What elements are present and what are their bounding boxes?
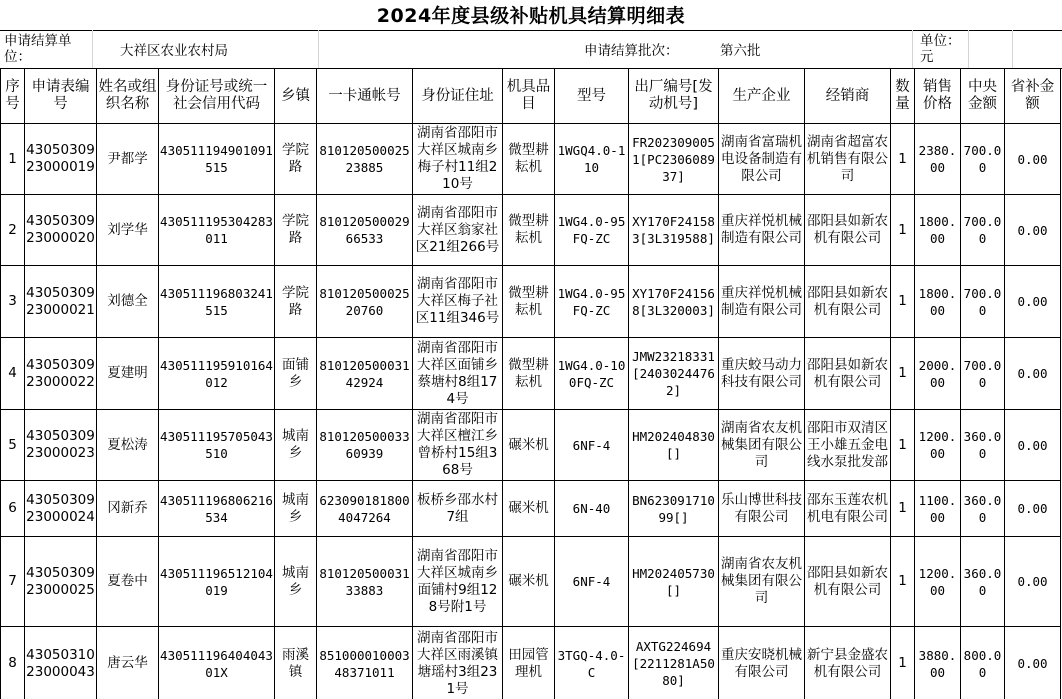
- id-number-cell: 430511196806216534: [159, 481, 275, 537]
- sale-price-cell: 1800.00: [915, 266, 961, 338]
- serial-no-cell: HM202405730[]: [629, 537, 719, 627]
- sheet-title: 2024年度县级补贴机具结算明细表: [376, 5, 686, 27]
- table-row: [1, 124, 1061, 195]
- manufacturer-cell: 湖南省农友机械集团有限公司: [719, 537, 805, 627]
- manufacturer-cell: 重庆蛟马动力科技有限公司: [719, 338, 805, 410]
- table-row: [1, 481, 1061, 537]
- card-account-cell: 81012050003133883: [317, 537, 413, 627]
- sale-price-cell: 2000.00: [915, 338, 961, 410]
- col-provincial-amount-header: 省补金额: [1005, 69, 1061, 124]
- central-amount-cell: 700.00: [961, 124, 1005, 195]
- central-amount-cell: 360.00: [961, 410, 1005, 481]
- dealer-cell: 邵阳县如新农机有限公司: [805, 338, 891, 410]
- card-account-cell: 81012050003360939: [317, 410, 413, 481]
- provincial-amount-cell: 0.00: [1005, 627, 1061, 699]
- address-cell: 湖南省邵阳市大祥区雨溪镇塘瑶村3组231号: [413, 627, 503, 699]
- application-no-cell: 4305030923000022: [25, 338, 97, 410]
- applicant-name-cell: 刘德全: [97, 266, 159, 338]
- sale-price-cell: 2380.00: [915, 124, 961, 195]
- quantity-cell: 1: [891, 124, 915, 195]
- machine-category-cell: 田园管理机: [503, 627, 555, 699]
- quantity-cell: 1: [891, 195, 915, 266]
- col-application-no-header: 申请表编号: [25, 69, 97, 124]
- quantity-cell: 1: [891, 410, 915, 481]
- dealer-cell: 邵阳县如新农机有限公司: [805, 195, 891, 266]
- application-no-cell: 4305030923000020: [25, 195, 97, 266]
- model-cell: 1WG4.0-95FQ-ZC: [555, 195, 629, 266]
- model-cell: 6NF-4: [555, 410, 629, 481]
- applicant-name-cell: 尹都学: [97, 124, 159, 195]
- model-cell: 1WGQ4.0-110: [555, 124, 629, 195]
- address-cell: 板桥乡邵水村7组: [413, 481, 503, 537]
- sale-price-cell: 1800.00: [915, 195, 961, 266]
- card-account-cell: 81012050002520760: [317, 266, 413, 338]
- provincial-amount-cell: 0.00: [1005, 537, 1061, 627]
- central-amount-cell: 360.00: [961, 481, 1005, 537]
- application-no-cell: 4305031023000043: [25, 627, 97, 699]
- provincial-amount-cell: 0.00: [1005, 410, 1061, 481]
- sale-price-cell: 1200.00: [915, 410, 961, 481]
- manufacturer-cell: 重庆安晓机械有限公司: [719, 627, 805, 699]
- applicant-name-cell: 唐云华: [97, 627, 159, 699]
- quantity-cell: 1: [891, 627, 915, 699]
- address-cell: 湖南省邵阳市大祥区梅子社区11组346号: [413, 266, 503, 338]
- sale-price-cell: 3880.00: [915, 627, 961, 699]
- application-no-cell: 4305030923000021: [25, 266, 97, 338]
- table-row: [1, 627, 1061, 699]
- dealer-cell: 邵阳县如新农机有限公司: [805, 266, 891, 338]
- central-amount-cell: 700.00: [961, 338, 1005, 410]
- header-row: [1, 69, 1061, 124]
- serial-no-cell: JMW23218331[24030244762]: [629, 338, 719, 410]
- col-machine-category-header: 机具品目: [503, 69, 555, 124]
- table-row: [1, 410, 1061, 481]
- serial-no-cell: AXTG224694[2211281A5080]: [629, 627, 719, 699]
- model-cell: 3TGQ-4.0-C: [555, 627, 629, 699]
- settlement-table: [0, 68, 1061, 699]
- address-cell: 湖南省邵阳市大祥区城南乡面铺村9组128号附1号: [413, 537, 503, 627]
- township-cell: 城南乡: [275, 537, 317, 627]
- card-account-cell: 81012050002966533: [317, 195, 413, 266]
- model-cell: 6NF-4: [555, 537, 629, 627]
- applicant-name-cell: 夏建明: [97, 338, 159, 410]
- card-account-cell: 81012050002523885: [317, 124, 413, 195]
- quantity-cell: 1: [891, 266, 915, 338]
- applicant-name-cell: 刘学华: [97, 195, 159, 266]
- sale-price-cell: 1200.00: [915, 537, 961, 627]
- table-row: [1, 338, 1061, 410]
- col-quantity-header: 数量: [891, 69, 915, 124]
- quantity-cell: 1: [891, 338, 915, 410]
- table-row: [1, 195, 1061, 266]
- row-index-cell: 5: [1, 410, 25, 481]
- id-number-cell: 430511195910164012: [159, 338, 275, 410]
- provincial-amount-cell: 0.00: [1005, 266, 1061, 338]
- address-cell: 湖南省邵阳市大祥区檀江乡曾桥村15组368号: [413, 410, 503, 481]
- col-central-amount-header: 中央金额: [961, 69, 1005, 124]
- manufacturer-cell: 湖南省富瑞机电设备制造有限公司: [719, 124, 805, 195]
- address-cell: 湖南省邵阳市大祥区面铺乡蔡塘村8组174号: [413, 338, 503, 410]
- table-row: [1, 266, 1061, 338]
- machine-category-cell: 碾米机: [503, 537, 555, 627]
- address-cell: 湖南省邵阳市大祥区城南乡梅子村11组210号: [413, 124, 503, 195]
- card-account-cell: 85100001000348371011: [317, 627, 413, 699]
- application-no-cell: 4305030923000019: [25, 124, 97, 195]
- col-index-header: 序号: [1, 69, 25, 124]
- row-index-cell: 3: [1, 266, 25, 338]
- application-no-cell: 4305030923000024: [25, 481, 97, 537]
- provincial-amount-cell: 0.00: [1005, 481, 1061, 537]
- dealer-cell: 邵东玉莲农机机电有限公司: [805, 481, 891, 537]
- dealer-cell: 湖南省超富农机销售有限公司: [805, 124, 891, 195]
- model-cell: 1WG4.0-100FQ-ZC: [555, 338, 629, 410]
- model-cell: 6N-40: [555, 481, 629, 537]
- township-cell: 面铺乡: [275, 338, 317, 410]
- machine-category-cell: 微型耕耘机: [503, 124, 555, 195]
- row-index-cell: 7: [1, 537, 25, 627]
- col-serial-no-header: 出厂编号[发动机号]: [629, 69, 719, 124]
- township-cell: 城南乡: [275, 481, 317, 537]
- serial-no-cell: XY170F241583[3L319588]: [629, 195, 719, 266]
- township-cell: 学院路: [275, 195, 317, 266]
- table-body: [1, 124, 1061, 699]
- dealer-cell: 邵阳市双清区王小雄五金电线水泵批发部: [805, 410, 891, 481]
- col-id-number-header: 身份证号或统一社会信用代码: [159, 69, 275, 124]
- card-account-cell: 6230901818004047264: [317, 481, 413, 537]
- batch-label: 申请结算批次：: [584, 43, 679, 59]
- id-number-cell: 43051119640404301X: [159, 627, 275, 699]
- table-row: [1, 537, 1061, 627]
- applicant-label: 申请结算单位：: [4, 33, 72, 65]
- dealer-cell: 新宁县金盛农机有限公司: [805, 627, 891, 699]
- central-amount-cell: 800.00: [961, 627, 1005, 699]
- manufacturer-cell: 乐山博世科技有限公司: [719, 481, 805, 537]
- manufacturer-cell: 湖南省农友机械集团有限公司: [719, 410, 805, 481]
- applicant-name-cell: 夏卷中: [97, 537, 159, 627]
- machine-category-cell: 微型耕耘机: [503, 266, 555, 338]
- col-township-header: 乡镇: [275, 69, 317, 124]
- township-cell: 学院路: [275, 266, 317, 338]
- model-cell: 1WG4.0-95FQ-ZC: [555, 266, 629, 338]
- central-amount-cell: 360.00: [961, 537, 1005, 627]
- row-index-cell: 8: [1, 627, 25, 699]
- manufacturer-cell: 重庆祥悦机械制造有限公司: [719, 266, 805, 338]
- col-address-header: 身份证住址: [413, 69, 503, 124]
- applicant-name-cell: 夏松涛: [97, 410, 159, 481]
- machine-category-cell: 微型耕耘机: [503, 338, 555, 410]
- township-cell: 学院路: [275, 124, 317, 195]
- quantity-cell: 1: [891, 537, 915, 627]
- central-amount-cell: 700.00: [961, 195, 1005, 266]
- serial-no-cell: BN62309171099[]: [629, 481, 719, 537]
- card-account-cell: 81012050003142924: [317, 338, 413, 410]
- col-card-account-header: 一卡通帐号: [317, 69, 413, 124]
- manufacturer-cell: 重庆祥悦机械制造有限公司: [719, 195, 805, 266]
- id-number-cell: 430511195705043510: [159, 410, 275, 481]
- id-number-cell: 430511196803241515: [159, 266, 275, 338]
- id-number-cell: 430511195304283011: [159, 195, 275, 266]
- serial-no-cell: HM202404830[]: [629, 410, 719, 481]
- application-no-cell: 4305030923000025: [25, 537, 97, 627]
- application-no-cell: 4305030923000023: [25, 410, 97, 481]
- provincial-amount-cell: 0.00: [1005, 195, 1061, 266]
- central-amount-cell: 700.00: [961, 266, 1005, 338]
- batch-value: 第六批: [720, 43, 761, 59]
- col-manufacturer-header: 生产企业: [719, 69, 805, 124]
- provincial-amount-cell: 0.00: [1005, 338, 1061, 410]
- row-index-cell: 4: [1, 338, 25, 410]
- unit-label: 单位：元: [920, 33, 961, 65]
- machine-category-cell: 碾米机: [503, 481, 555, 537]
- provincial-amount-cell: 0.00: [1005, 124, 1061, 195]
- dealer-cell: 邵阳县如新农机有限公司: [805, 537, 891, 627]
- township-cell: 雨溪镇: [275, 627, 317, 699]
- id-number-cell: 430511194901091515: [159, 124, 275, 195]
- row-index-cell: 6: [1, 481, 25, 537]
- row-index-cell: 1: [1, 124, 25, 195]
- col-name-header: 姓名或组织名称: [97, 69, 159, 124]
- applicant-name-cell: 冈新乔: [97, 481, 159, 537]
- sale-price-cell: 1100.00: [915, 481, 961, 537]
- serial-no-cell: XY170F241568[3L320003]: [629, 266, 719, 338]
- quantity-cell: 1: [891, 481, 915, 537]
- col-sale-price-header: 销售价格: [915, 69, 961, 124]
- id-number-cell: 430511196512104019: [159, 537, 275, 627]
- address-cell: 湖南省邵阳市大祥区翁家社区21组266号: [413, 195, 503, 266]
- machine-category-cell: 微型耕耘机: [503, 195, 555, 266]
- applicant-value: 大祥区农业农村局: [120, 43, 228, 59]
- col-model-header: 型号: [555, 69, 629, 124]
- row-index-cell: 2: [1, 195, 25, 266]
- machine-category-cell: 碾米机: [503, 410, 555, 481]
- township-cell: 城南乡: [275, 410, 317, 481]
- col-dealer-header: 经销商: [805, 69, 891, 124]
- serial-no-cell: FR2023090051[PC230608937]: [629, 124, 719, 195]
